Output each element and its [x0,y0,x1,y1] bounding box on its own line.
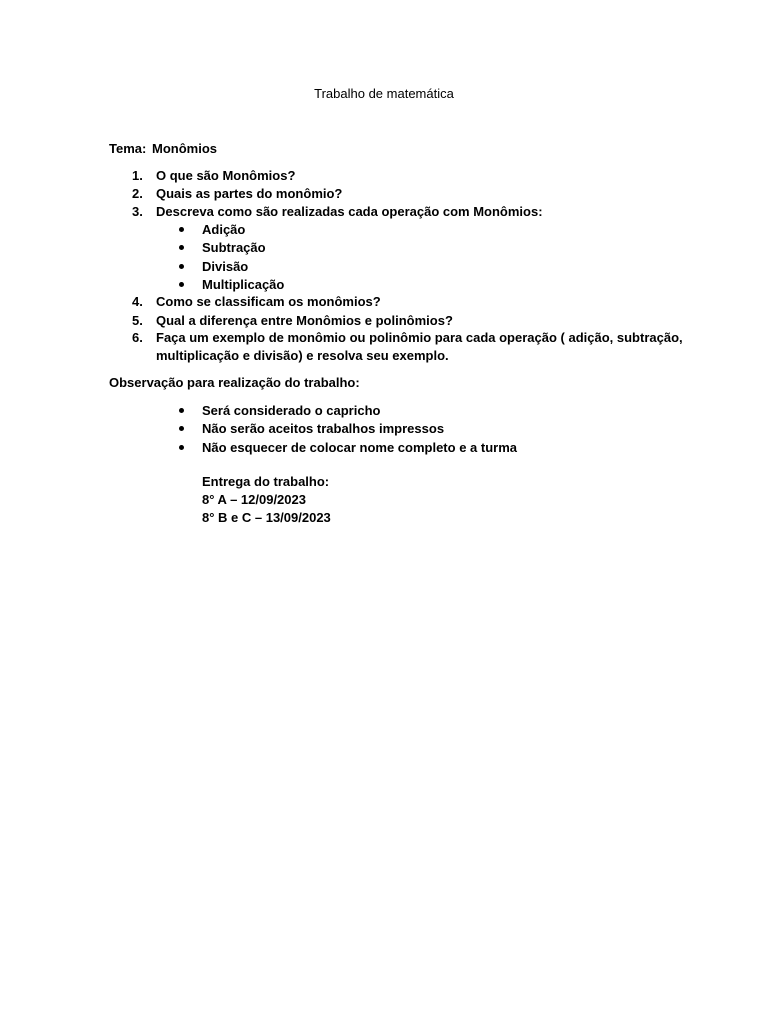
observation-heading: Observação para realização do trabalho: [109,375,360,390]
operation-item-adicao: Adição [202,222,246,237]
bullet-icon [179,408,184,413]
question-text-3: Descreva como são realizadas cada operação com Monômios: [156,204,543,219]
bullet-icon [179,445,184,450]
bullet-icon [179,245,184,250]
operation-item-divisao: Divisão [202,259,249,274]
question-number-4: 4. [132,294,143,309]
question-number-1: 1. [132,168,143,183]
bullet-icon [179,227,184,232]
observation-item-1: Será considerado o capricho [202,403,381,418]
delivery-date-8bc: 8° B e C – 13/09/2023 [202,510,331,525]
question-text-6-line-1: Faça um exemplo de monômio ou polinômio para cada operação ( adição, subtração, [156,330,683,345]
delivery-date-8a: 8° A – 12/09/2023 [202,492,306,507]
question-number-6: 6. [132,330,143,345]
topic-value: Monômios [152,141,217,156]
bullet-icon [179,426,184,431]
question-text-6-line-2: multiplicação e divisão) e resolva seu exemplo. [156,348,449,363]
question-text-2: Quais as partes do monômio? [156,186,343,201]
question-number-2: 2. [132,186,143,201]
operation-item-multiplicacao: Multiplicação [202,277,285,292]
bullet-icon [179,282,184,287]
bullet-icon [179,264,184,269]
observation-item-3: Não esquecer de colocar nome completo e a turma [202,440,517,455]
observation-item-2: Não serão aceitos trabalhos impressos [202,421,445,436]
question-number-3: 3. [132,204,143,219]
document-title: Trabalho de matemática [314,86,454,101]
question-text-5: Qual a diferença entre Monômios e polinômios? [156,313,453,328]
question-text-4: Como se classificam os monômios? [156,294,381,309]
delivery-heading: Entrega do trabalho: [202,474,330,489]
question-number-5: 5. [132,313,143,328]
operation-item-subtracao: Subtração [202,240,266,255]
question-text-1: O que são Monômios? [156,168,296,183]
topic-label: Tema: [109,141,147,156]
